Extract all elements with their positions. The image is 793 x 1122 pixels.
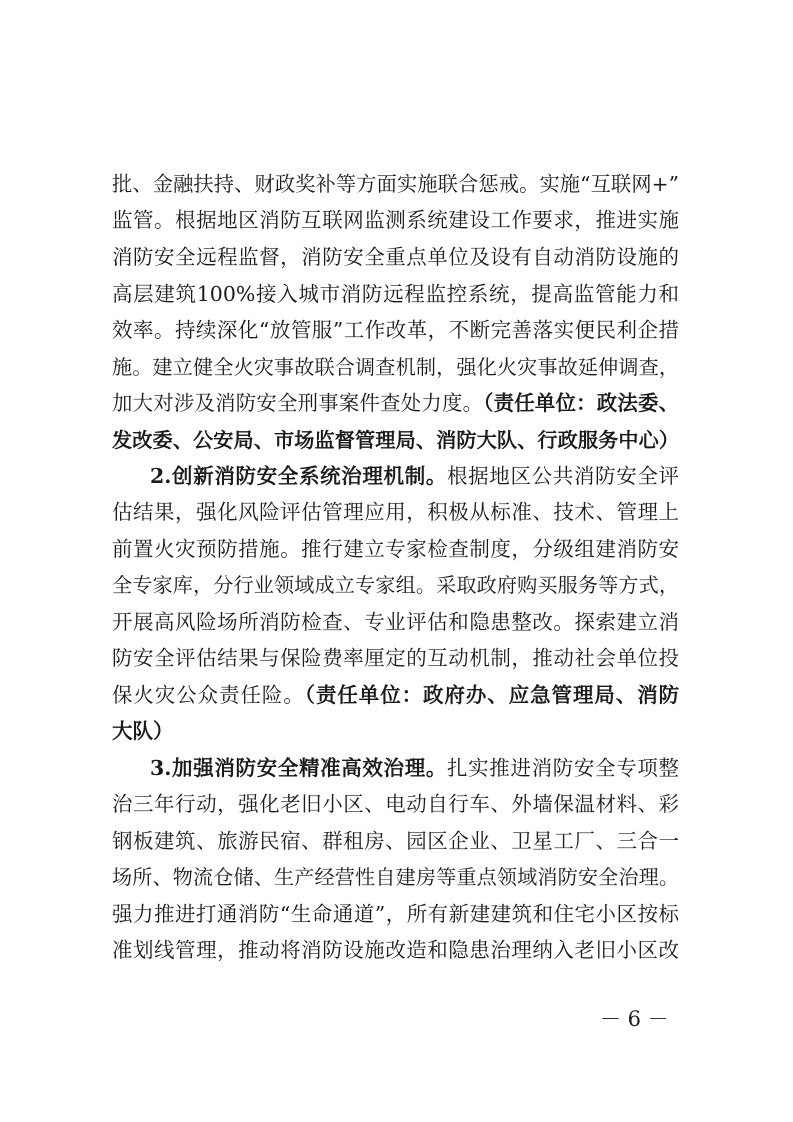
body-text-line [112, 677, 679, 713]
body-text-line [112, 239, 679, 275]
text-span: 施。建立健全火灾事故联合调查机制，强化火灾事故延伸调查， [112, 355, 679, 379]
text-span: 扎实推进消防安全专项整 [447, 756, 679, 780]
text-span: 消防安全远程监督，消防安全重点单位及设有自动消防设施的 [112, 245, 679, 269]
body-text-line [112, 896, 679, 932]
body-text-line [112, 276, 679, 312]
text-span: 前置火灾预防措施。推行建立专家检查制度，分级组建消防安 [112, 537, 679, 561]
text-span: 监管。根据地区消防互联网监测系统建设工作要求，推进实施 [112, 208, 679, 232]
text-span: 根据地区公共消防安全评 [447, 464, 679, 488]
text-span: 估结果，强化风险评估管理应用，积极从标准、技术、管理上 [112, 500, 679, 524]
responsibility-text: 大队） [112, 719, 174, 743]
body-text-line [112, 859, 679, 895]
body-text-line [112, 312, 679, 348]
text-span: 防安全评估结果与保险费率厘定的互动机制，推动社会单位投 [112, 646, 679, 670]
body-text-line [112, 640, 679, 676]
text-span: 场所、物流仓储、生产经营性自建房等重点领域消防安全治理。 [112, 865, 679, 889]
text-span: 钢板建筑、旅游民宿、群租房、园区企业、卫星工厂、三合一 [112, 829, 679, 853]
responsibility-text: 发改委、公安局、市场监督管理局、消防大队、行政服务中心） [112, 428, 679, 452]
text-span: 高层建筑100%接入城市消防远程监控系统，提高监管能力和 [112, 282, 679, 306]
body-text-line [112, 385, 679, 421]
text-span: 准划线管理，推动将消防设施改造和隐患治理纳入老旧小区改 [112, 938, 679, 962]
text-span: 全专家库，分行业领域成立专家组。采取政府购买服务等方式， [112, 573, 679, 597]
text-span: 效率。持续深化“放管服”工作改革，不断完善落实便民利企措 [112, 318, 679, 342]
responsibility-line [112, 713, 679, 749]
responsibility-text: （责任单位：政法委、 [483, 391, 679, 415]
text-span: 批、金融扶持、财政奖补等方面实施联合惩戒。实施“互联网+” [112, 172, 679, 196]
body-text-line [150, 458, 679, 494]
body-text-line [112, 531, 679, 567]
page-number: － 6 － [600, 1007, 669, 1031]
responsibility-text: （责任单位：政府办、应急管理局、消防 [304, 683, 679, 707]
body-text-line [112, 604, 679, 640]
body-text-line [150, 750, 679, 786]
body-text-line [112, 567, 679, 603]
body-text-line [112, 932, 679, 968]
text-span: 强力推进打通消防“生命通道”，所有新建建筑和住宅小区按标 [112, 902, 679, 926]
text-span: 加大对涉及消防安全刑事案件查处力度。 [112, 391, 484, 415]
text-span: 治三年行动，强化老旧小区、电动自行车、外墙保温材料、彩 [112, 792, 679, 816]
body-text-line [112, 202, 679, 238]
responsibility-line [112, 422, 679, 458]
body-text-line [112, 786, 679, 822]
body-text-line [112, 494, 679, 530]
text-span: 保火灾公众责任险。 [112, 683, 305, 707]
body-text-line [112, 349, 679, 385]
text-span: 开展高风险场所消防检查、专业评估和隐患整改。探索建立消 [112, 610, 679, 634]
body-text-line [112, 823, 679, 859]
body-text-line [112, 166, 679, 202]
section-heading-3: 3.加强消防安全精准高效治理。 [150, 756, 447, 780]
section-heading-2: 2.创新消防安全系统治理机制。 [150, 464, 447, 488]
